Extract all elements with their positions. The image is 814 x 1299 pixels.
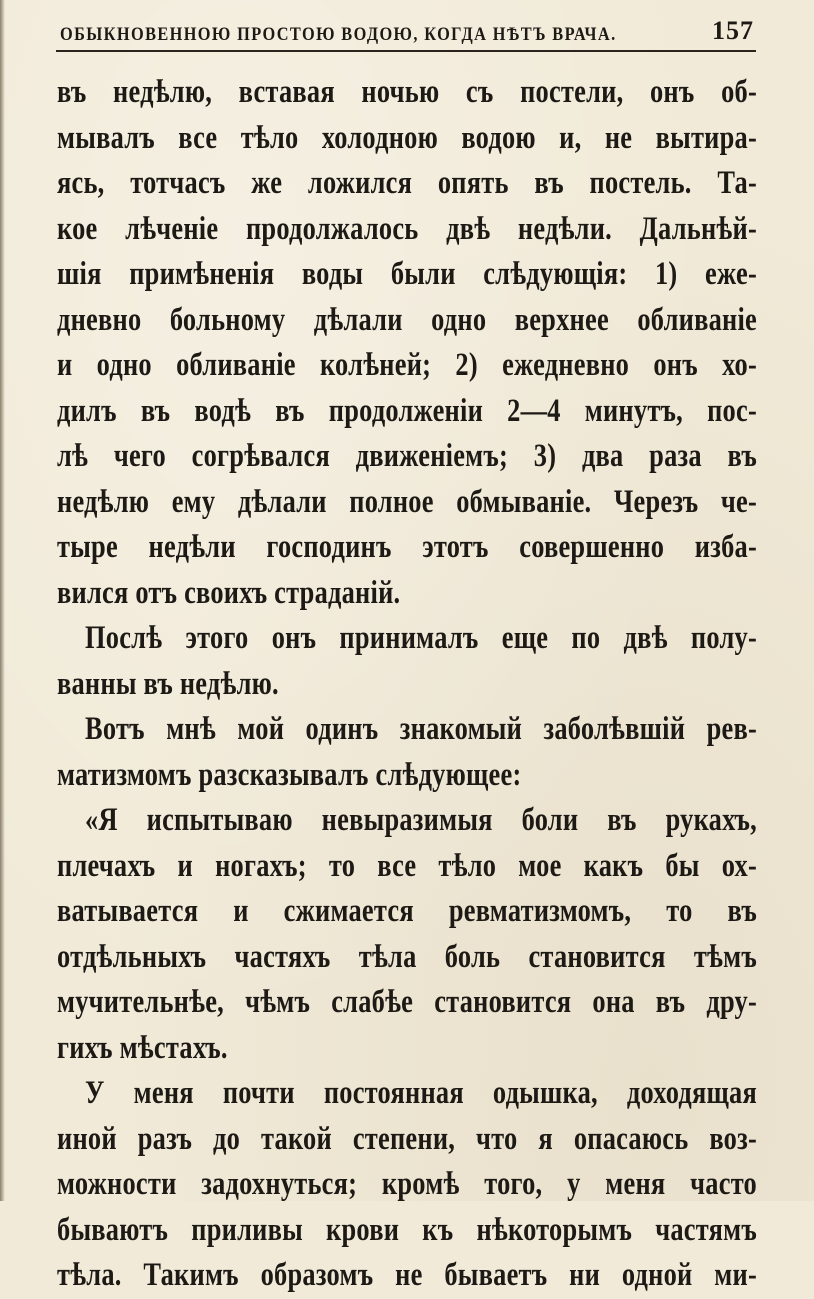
paragraph-4 [57, 798, 757, 844]
text-line: Послѣ этого онъ принималъ еще по двѣ полу- [85, 620, 757, 656]
paragraph-3 [57, 707, 757, 753]
page-number: 157 [712, 16, 754, 45]
paragraph-1 [57, 70, 757, 616]
text-line: мучительнѣе, чѣмъ слабѣе становится она въ дру- [57, 984, 757, 1020]
paragraph-3-cont [57, 753, 757, 799]
paragraph-2-cont [57, 662, 757, 708]
text-line: недѣлю ему дѣлали полное обмываніе. Черезъ че- [57, 483, 757, 520]
text-line: бываютъ приливы крови къ нѣкоторымъ частямъ [57, 1211, 757, 1248]
paragraph-5 [57, 1071, 757, 1117]
paragraph-5-cont [57, 1117, 757, 1299]
header-rule [56, 50, 756, 52]
text-line: тѣла. Такимъ образомъ не бываетъ ни одной ми- [57, 1257, 757, 1293]
text-line: шія примѣненія воды были слѣдующія: 1) еже- [57, 256, 757, 292]
text-line: гихъ мѣстахъ. [57, 1029, 228, 1066]
text-line: матизмомъ разсказывалъ слѣдующее: [57, 756, 522, 793]
running-title: ОБЫКНОВЕННОЮ ПРОСТОЮ ВОДОЮ, КОГДА НѢТЪ ВРАЧА. [60, 24, 617, 45]
running-head [60, 14, 754, 46]
text-line: мывалъ все тѣло холодною водою и, не вытира- [57, 119, 757, 156]
paragraph-2 [57, 616, 757, 662]
page-edge-shadow [0, 0, 5, 1201]
text-line: дилъ въ водѣ въ продолженіи 2—4 минутъ, пос- [57, 392, 757, 429]
paragraph-4-cont [57, 844, 757, 1072]
text-line: вился отъ своихъ страданій. [57, 574, 401, 611]
text-line: Вотъ мнѣ мой одинъ знакомый заболѣвшій рев- [85, 711, 757, 747]
text-line: и одно обливаніе колѣней; 2) ежедневно онъ хо- [57, 347, 757, 383]
text-line: въ недѣлю, вставая ночью съ постели, онъ об- [57, 74, 757, 110]
text-line: дневно больному дѣлали одно верхнее обливаніе [57, 301, 757, 338]
text-line: «Я испытываю невыразимыя боли въ рукахъ, [85, 802, 757, 838]
text-line: иной разъ до такой степени, что я опасаюсь воз- [57, 1120, 757, 1157]
text-line: отдѣльныхъ частяхъ тѣла боль становится тѣмъ [57, 938, 757, 975]
text-line: ясь, тотчасъ же ложился опять въ постель. Та- [57, 165, 757, 201]
body-text [57, 70, 757, 1299]
text-line: тыре недѣли господинъ этотъ совершенно изба- [57, 529, 757, 565]
text-line: можности задохнуться; кромѣ того, у меня часто [57, 1166, 757, 1202]
text-line: У меня почти постоянная одышка, доходящая [85, 1075, 757, 1111]
text-line: ватывается и сжимается ревматизмомъ, то въ [57, 893, 757, 929]
text-line: ванны въ недѣлю. [57, 665, 279, 702]
text-line: плечахъ и ногахъ; то все тѣло мое какъ бы ох- [57, 847, 757, 884]
text-line: лѣ чего согрѣвался движеніемъ; 3) два раза въ [57, 438, 757, 474]
text-line: кое лѣченіе продолжалось двѣ недѣли. Дальнѣй- [57, 210, 757, 247]
